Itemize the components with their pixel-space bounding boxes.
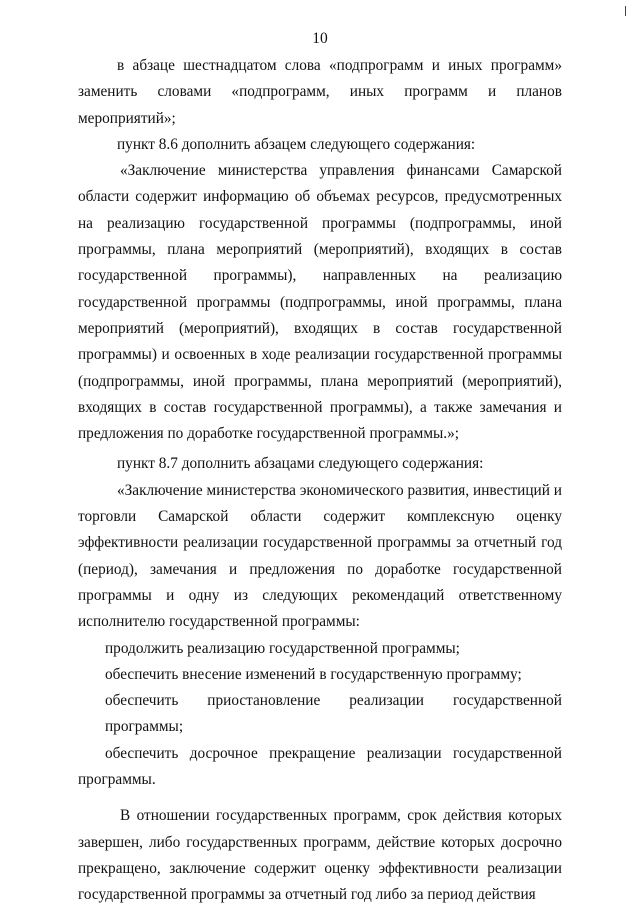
scan-corner-mark bbox=[621, 6, 626, 16]
paragraph-6: В отношении государственных программ, срок действия которых завершен, либо государственных программ, действие которых досрочно прекращено, заключение содержит оценку эффективности реализации государственной программы за отчетный год либо за период действия bbox=[78, 807, 562, 904]
paragraph-1: в абзаце шестнадцатом слова «подпрограмм и иных программ» заменить словами «подпрограмм, иных программ и планов мероприятий»; bbox=[78, 57, 562, 127]
list-item-terminate: обеспечить досрочное прекращение реализации государственной программы. bbox=[78, 744, 562, 789]
paragraph-5: «Заключение министерства экономического развития, инвестиций и торговли Самарской области содержит комплексную оценку эффективности реализации государственной программы за отчетный год (период), замечания и предложения по доработке государственной программы и одну из следующих рекомендаций ответственному исполнителю государственной программы: bbox=[78, 481, 562, 631]
list-item-suspend: обеспечить приостановление реализации государственной программы; bbox=[105, 692, 562, 736]
list-item-continue: продолжить реализацию государственной программы; bbox=[105, 639, 460, 657]
document-body bbox=[78, 53, 562, 909]
list-item-amend: обеспечить внесение изменений в государственную программу; bbox=[105, 665, 522, 683]
paragraph-2: пункт 8.6 дополнить абзацем следующего содержания: bbox=[117, 135, 476, 153]
paragraph-4: пункт 8.7 дополнить абзацами следующего содержания: bbox=[117, 455, 484, 473]
paragraph-3: «Заключение министерства управления финансами Самарской области содержит информацию об объемах ресурсов, предусмотренных на реализацию государственной программы (подпрограммы, иной программы, плана мероприятий (мероприятий), входящих в состав государственной программы), направленных на реализацию государственной программы (подпрограммы, иной программы, плана мероприятий (мероприятий), входящих в состав государственной программы) и освоенных в ходе реализации государственной программы (подпрограммы, иной программы, плана мероприятий (мероприятий), входящих в состав государственной программы), а также замечания и предложения по доработке государственной программы.»; bbox=[78, 162, 562, 443]
page-number: 10 bbox=[312, 30, 328, 47]
